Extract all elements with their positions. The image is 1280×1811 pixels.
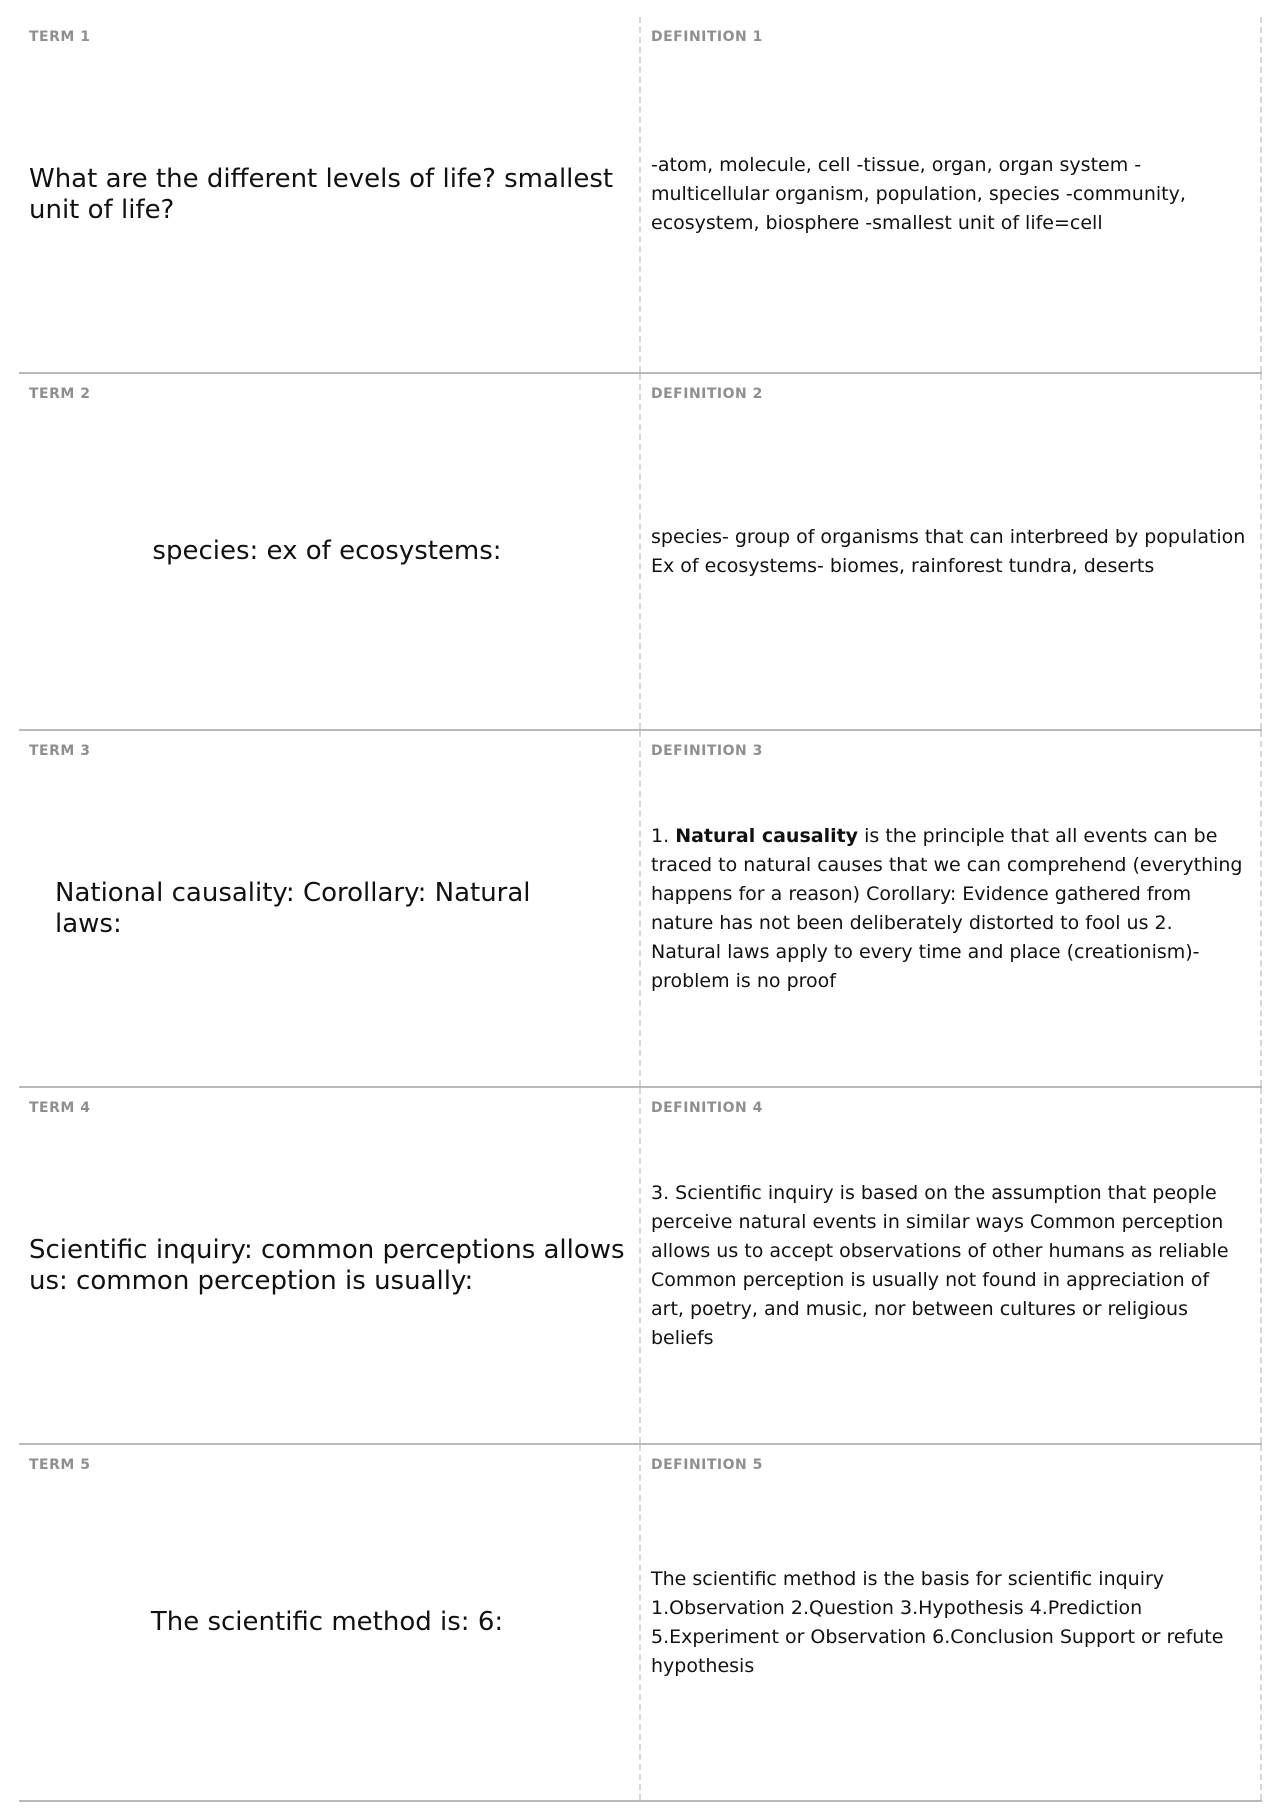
definition-content	[651, 822, 1248, 996]
term-cell	[19, 374, 641, 729]
term-cell	[19, 731, 641, 1086]
definition-text	[651, 1445, 1248, 1800]
term-cell	[19, 1445, 641, 1800]
definition-content: The scientific method is the basis for scientific inquiry 1.Observation 2.Question 3.Hypothesis 4.Prediction 5.Experiment or Observation 6.Conclusion Support or refute hypothesis	[651, 1567, 1224, 1677]
term-text	[29, 1445, 625, 1800]
term-content: National causality: Corollary: Natural laws:	[55, 877, 531, 939]
flashcard-row	[19, 374, 1262, 731]
definition-content: 3. Scientific inquiry is based on the assumption that people perceive natural events in similar ways Common perception allows us to accept observations of other humans as reliable Common perception is usually not found in appreciation of art, poetry, and music, nor between cultures or religious beliefs	[651, 1181, 1229, 1349]
definition-text	[651, 1088, 1248, 1443]
definition-content: -atom, molecule, cell -tissue, organ, organ system -multicellular organism, population, species -community, ecosystem, biosphere -smallest unit of life=cell	[651, 154, 1186, 234]
flashcard-row	[19, 1445, 1262, 1802]
term-text	[29, 374, 625, 729]
definition-rest: is the principle that all events can be traced to natural causes that we can comprehend (everything happens for a reason) Corollary: Evidence gathered from nature has not been deliberately distorted to fool us 2. Natural laws apply to every time and place (creationism)-problem is no proof	[651, 824, 1243, 992]
definition-bold-term: Natural causality	[675, 824, 859, 847]
term-text	[29, 731, 625, 1086]
term-cell	[19, 17, 641, 372]
term-label: TERM 2	[29, 386, 91, 402]
definition-text	[651, 374, 1248, 729]
definition-cell	[641, 1445, 1262, 1800]
term-cell	[19, 1088, 641, 1443]
flashcard-row	[19, 731, 1262, 1088]
definition-label: DEFINITION 2	[651, 386, 763, 402]
definition-label: DEFINITION 4	[651, 1100, 763, 1116]
definition-content: species- group of organisms that can interbreed by population Ex of ecosystems- biomes, rainforest tundra, deserts	[651, 525, 1246, 577]
definition-cell	[641, 1088, 1262, 1443]
definition-cell	[641, 374, 1262, 729]
term-label: TERM 5	[29, 1457, 91, 1473]
term-text	[29, 17, 625, 372]
term-text	[29, 1088, 625, 1443]
term-content: species: ex of ecosystems:	[152, 536, 502, 566]
term-label: TERM 4	[29, 1100, 91, 1116]
definition-cell	[641, 731, 1262, 1086]
definition-label: DEFINITION 1	[651, 29, 763, 45]
term-content: Scientific inquiry: common perceptions allows us: common perception is usually:	[29, 1234, 625, 1296]
flashcard-row	[19, 1088, 1262, 1445]
definition-text	[651, 731, 1248, 1086]
definition-label: DEFINITION 5	[651, 1457, 763, 1473]
term-content: What are the different levels of life? smallest unit of life?	[29, 163, 614, 225]
definition-label: DEFINITION 3	[651, 743, 763, 759]
flashcard-row	[19, 17, 1262, 374]
term-content: The scientific method is: 6:	[150, 1607, 504, 1637]
definition-cell	[641, 17, 1262, 372]
term-label: TERM 1	[29, 29, 91, 45]
definition-prefix: 1.	[651, 824, 670, 847]
definition-text	[651, 17, 1248, 372]
term-label: TERM 3	[29, 743, 91, 759]
flashcard-sheet	[19, 17, 1262, 1802]
